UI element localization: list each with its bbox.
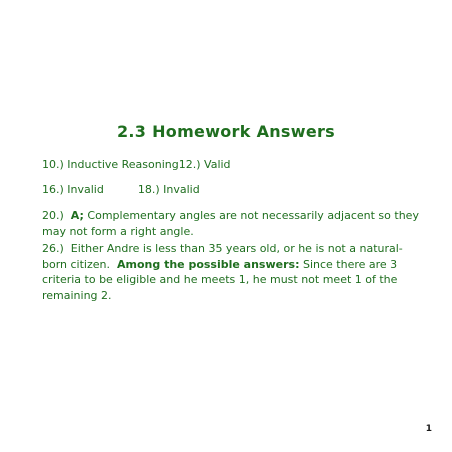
answer-26-number: 26.) <box>42 242 71 255</box>
answer-20-letter: A; <box>70 209 84 222</box>
answer-26-rest: Since there are 3 criteria to be eligible and he meets 1, he must not meet 1 of the remaining 2. <box>42 257 398 302</box>
answer-20-number: 20.) <box>42 209 71 222</box>
answer-20-text: Complementary angles are not necessarily adjacent so they may not form a right angle. <box>42 209 419 238</box>
answer-20 <box>42 208 422 239</box>
answer-26-bold-label: Among the possible answers: <box>117 257 300 271</box>
answer-16: 16.) Invalid <box>42 183 104 196</box>
answer-12: 12.) Valid <box>178 158 231 171</box>
answer-18: 18.) Invalid <box>137 183 200 196</box>
answer-26-text: Either Andre is less than 35 years old, or he is not a natural-born citizen. <box>42 242 403 271</box>
answer-line-16-18 <box>42 182 422 198</box>
page-number: 1 <box>425 424 432 434</box>
answer-line-10-12 <box>42 157 422 173</box>
answer-26 <box>42 241 422 303</box>
page-title: 2.3 Homework Answers <box>116 122 336 141</box>
answer-10: 10.) Inductive Reasoning <box>42 158 179 171</box>
